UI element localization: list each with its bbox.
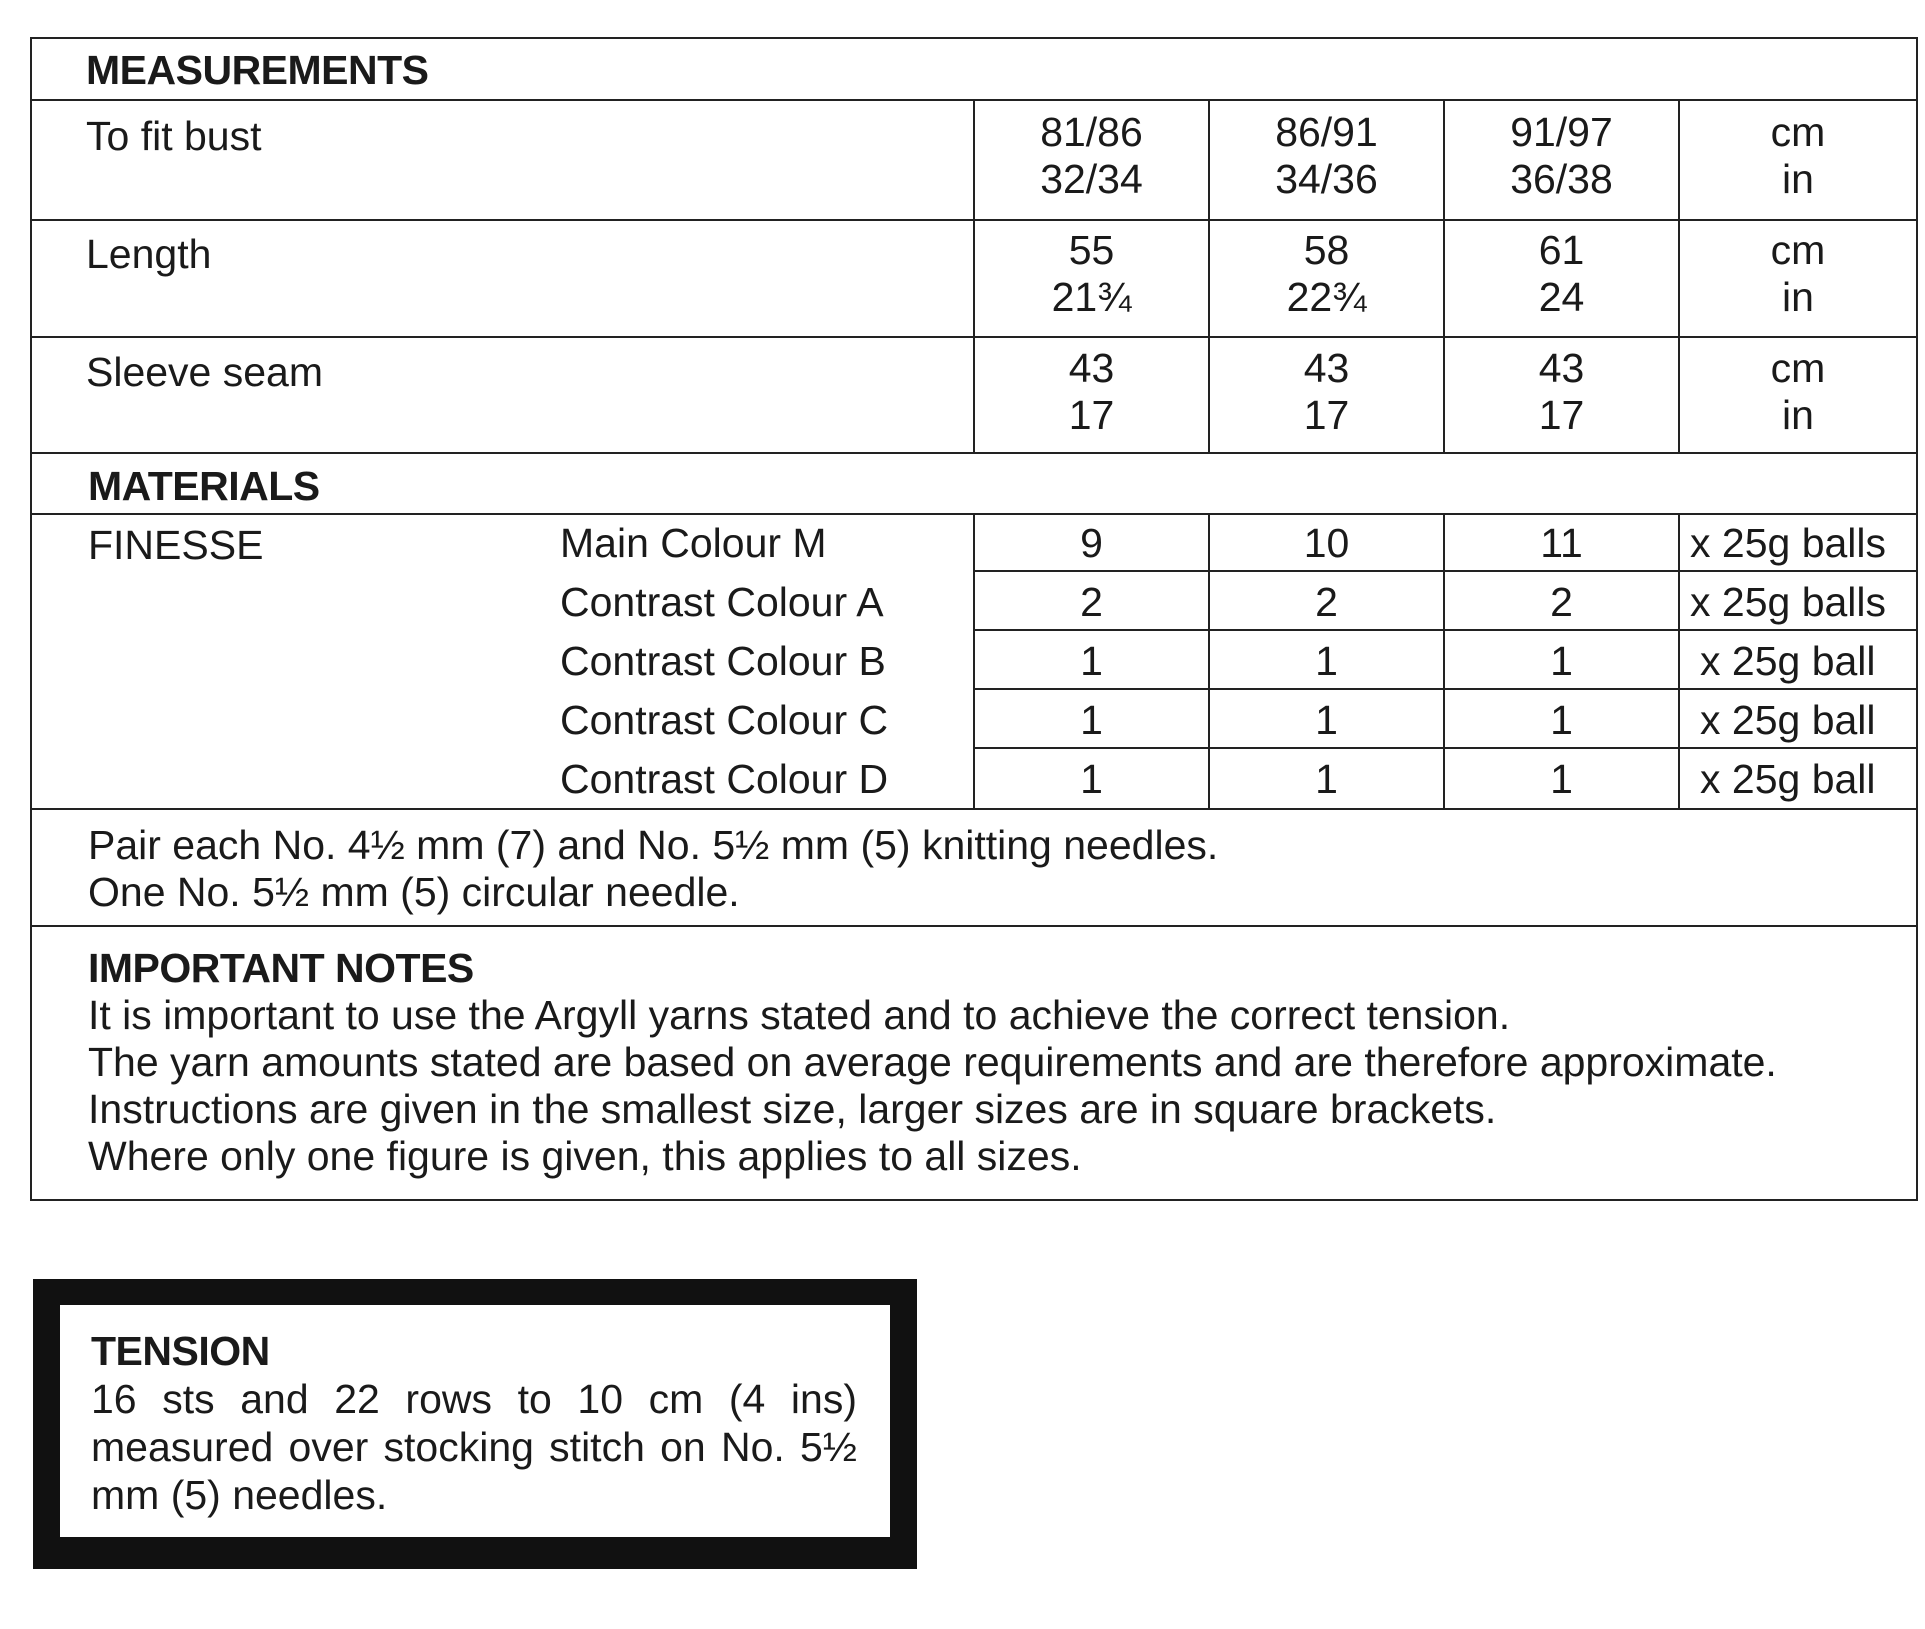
amount-value: 1 [1080, 697, 1103, 743]
unit-label: in [1782, 274, 1814, 320]
colour-name: Contrast Colour A [560, 579, 884, 625]
yarn-name: FINESSE [88, 522, 264, 568]
notes-heading: IMPORTANT NOTES [88, 945, 474, 991]
colour-name: Contrast Colour C [560, 697, 889, 743]
measurements-heading: MEASUREMENTS [86, 47, 429, 93]
amount-value: 9 [1080, 520, 1103, 566]
notes-line: Instructions are given in the smallest size, larger sizes are in square brackets. [88, 1086, 1497, 1132]
amount-value: 1 [1315, 697, 1338, 743]
amount-value: 2 [1080, 579, 1103, 625]
colour-name: Contrast Colour D [560, 756, 889, 802]
unit-label: x 25g ball [1700, 697, 1876, 743]
row-label: To fit bust [86, 113, 262, 159]
tension-heading: TENSION [91, 1328, 270, 1374]
size-value: 55 [1068, 227, 1115, 273]
unit-label: cm [1770, 109, 1826, 155]
amount-value: 1 [1550, 638, 1573, 684]
amount-value: 10 [1303, 520, 1350, 566]
amount-value: 1 [1080, 638, 1103, 684]
needles-line: One No. 5½ mm (5) circular needle. [88, 869, 740, 915]
size-value: 58 [1303, 227, 1350, 273]
colour-name: Contrast Colour B [560, 638, 886, 684]
size-value: 43 [1538, 345, 1585, 391]
amount-value: 1 [1550, 697, 1573, 743]
notes-line: Where only one figure is given, this applies to all sizes. [88, 1133, 1082, 1179]
size-value: 91/97 [1510, 109, 1613, 155]
notes-line: The yarn amounts stated are based on average requirements and are therefore approximate. [88, 1039, 1777, 1085]
materials-heading: MATERIALS [88, 463, 320, 509]
amount-value: 2 [1550, 579, 1573, 625]
amount-value: 11 [1540, 520, 1583, 566]
size-value: 17 [1303, 392, 1350, 438]
size-value: 32/34 [1040, 156, 1143, 202]
unit-label: x 25g balls [1690, 579, 1887, 625]
unit-label: x 25g balls [1690, 520, 1887, 566]
amount-value: 1 [1080, 756, 1103, 802]
size-value: 86/91 [1275, 109, 1378, 155]
size-value: 36/38 [1510, 156, 1613, 202]
tension-text: 16 sts and 22 rows to 10 cm (4 ins) measured over stocking stitch on No. 5½ mm (5) needles. [91, 1376, 857, 1518]
amount-value: 1 [1550, 756, 1573, 802]
unit-label: in [1782, 392, 1814, 438]
size-value: 34/36 [1275, 156, 1378, 202]
size-value: 61 [1538, 227, 1585, 273]
size-value: 43 [1303, 345, 1350, 391]
amount-value: 1 [1315, 756, 1338, 802]
unit-label: x 25g ball [1700, 756, 1876, 802]
unit-label: cm [1770, 227, 1826, 273]
size-value: 24 [1538, 274, 1585, 320]
unit-label: x 25g ball [1700, 638, 1876, 684]
needles-line: Pair each No. 4½ mm (7) and No. 5½ mm (5) knitting needles. [88, 822, 1219, 868]
size-value: 21¾ [1051, 274, 1132, 320]
size-value: 17 [1538, 392, 1585, 438]
amount-value: 1 [1315, 638, 1338, 684]
size-value: 81/86 [1040, 109, 1143, 155]
row-label: Length [86, 231, 212, 277]
colour-name: Main Colour M [560, 520, 827, 566]
size-value: 22¾ [1286, 274, 1367, 320]
unit-label: in [1782, 156, 1814, 202]
size-value: 43 [1068, 345, 1115, 391]
notes-line: It is important to use the Argyll yarns stated and to achieve the correct tension. [88, 992, 1511, 1038]
row-label: Sleeve seam [86, 349, 324, 395]
unit-label: cm [1770, 345, 1826, 391]
size-value: 17 [1068, 392, 1115, 438]
amount-value: 2 [1315, 579, 1338, 625]
